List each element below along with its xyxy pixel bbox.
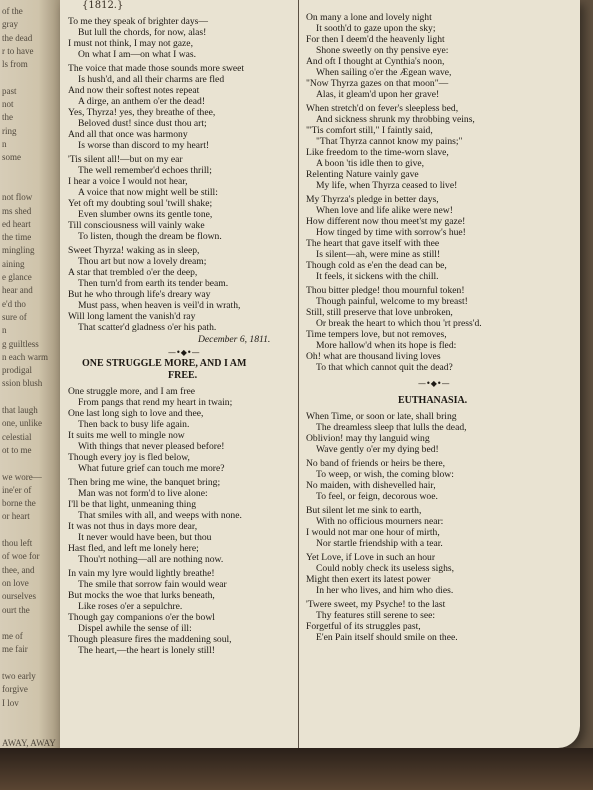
poem-line: One struggle more, and I am free — [68, 386, 196, 397]
facing-page-text: the dead — [2, 32, 33, 43]
poem-line: Then turn'd from earth its tender beam. — [78, 278, 229, 289]
facing-page-text: some — [2, 152, 21, 163]
poem-line: To listen, though the dream be flown. — [78, 231, 222, 242]
poem-line: Then back to busy life again. — [78, 419, 190, 430]
poem-line: The smile that sorrow fain would wear — [78, 579, 227, 590]
poem-line: When Time, or soon or late, shall bring — [306, 411, 457, 422]
poem-line: The dreamless sleep that lulls the dead, — [316, 422, 467, 433]
facing-page-text: borne the — [2, 498, 36, 509]
facing-page-text: ms shed — [2, 205, 32, 216]
poem-line: Then bring me wine, the banquet bring; — [68, 477, 221, 488]
book-page — [60, 0, 580, 748]
poem-date: December 6, 1811. — [198, 334, 271, 345]
facing-page-text: mingling — [2, 245, 35, 256]
facing-page-text: n — [2, 139, 7, 149]
facing-page-text: n — [2, 325, 7, 336]
poem-line: On many a lone and lovely night — [306, 12, 432, 23]
poem-line: Thou bitter pledge! thou mournful token! — [306, 285, 465, 296]
facing-page-text: me fair — [2, 644, 28, 655]
facing-page-text: of the — [2, 6, 23, 16]
poem-line: And all that once was harmony — [68, 129, 188, 140]
facing-page-text: forgive — [2, 684, 28, 695]
facing-page-text: past — [2, 85, 17, 96]
poem-line: Thy features still serene to see: — [316, 610, 436, 621]
poem-line: Though pleasure fires the maddening soul, — [68, 634, 232, 645]
facing-page-text: hear and — [2, 285, 33, 296]
poem-line: To that which cannot quit the dead? — [316, 362, 453, 373]
poem-line: Man was not form'd to live alone: — [78, 488, 208, 499]
poem-line: "Now Thyrza gazes on that moon"— — [306, 78, 449, 89]
facing-page-text: of woe for — [2, 551, 40, 562]
poem-line: No maiden, with dishevelled hair, — [306, 480, 436, 491]
poem-line: A boon 'tis idle then to give, — [316, 158, 425, 169]
poem-line: Oblivion! may thy languid wing — [306, 433, 430, 444]
poem-line: Like freedom to the time-worn slave, — [306, 147, 449, 158]
poem-line: A star that trembled o'er the deep, — [68, 267, 198, 278]
facing-page-text: n each warm — [2, 351, 48, 362]
poem-line: E'en Pain itself should smile on thee. — [316, 632, 458, 643]
facing-page-text: e'd tho — [2, 298, 26, 309]
facing-page-text: not flow — [2, 192, 33, 203]
facing-page-text: g guiltless — [2, 338, 39, 349]
facing-page-text: gray — [2, 19, 18, 30]
poem-line: Could nobly check its useless sighs, — [316, 563, 455, 574]
poem-line: One last long sigh to love and thee, — [68, 408, 204, 419]
poem-line: Though every joy is fled below, — [68, 452, 190, 463]
facing-page-text: r to have — [2, 45, 34, 56]
poem-line: "'Tis comfort still," I faintly said, — [306, 125, 433, 136]
poem-line: The heart that gave itself with thee — [306, 238, 440, 249]
poem-line: It never would have been, but thou — [78, 532, 212, 543]
poem-line: When love and life alike were new! — [316, 205, 453, 216]
poem-line: A dirge, an anthem o'er the dead! — [78, 96, 206, 107]
facing-page-text: me of — [2, 631, 23, 642]
poem-line: Must pass, when heaven is veil'd in wrath, — [78, 300, 241, 311]
facing-page-text: celestial — [2, 431, 32, 442]
poem-line: I hear a voice I would not hear, — [68, 176, 188, 187]
poem-line: In her who lives, and him who dies. — [316, 585, 454, 596]
poem-line: To weep, or wish, the coming blow: — [316, 469, 454, 480]
poem-line: Nor startle friendship with a tear. — [316, 538, 443, 549]
poem-line: For then I deem'd the heavenly light — [306, 34, 445, 45]
poem-line: In vain my lyre would lightly breathe! — [68, 568, 215, 579]
poem-line: Hast fled, and left me lonely here; — [68, 543, 199, 554]
poem-line: How tinged by time with sorrow's hue! — [316, 227, 466, 238]
poem-line: With things that never pleased before! — [78, 441, 225, 452]
facing-page-text: thou left — [2, 538, 33, 548]
poem-line: Is worse than discord to my heart! — [78, 140, 210, 151]
facing-page-text: ed heart — [2, 218, 31, 229]
poem-line: I'll be that light, unmeaning thing — [68, 499, 197, 510]
poem-title: FREE. — [168, 370, 198, 381]
poem-line: Though cold as e'en the dead can be, — [306, 260, 447, 271]
poem-line: Might then exert its latest power — [306, 574, 431, 585]
poem-line: Is hush'd, and all their charms are fled — [78, 74, 225, 85]
page-header: {1812.} — [82, 0, 124, 11]
facing-page-text: AWAY, AWAY — [2, 737, 56, 748]
poem-line: Relenting Nature vainly gave — [306, 169, 419, 180]
poem-line: Wave gently o'er my dying bed! — [316, 444, 439, 455]
poem-line: Till consciousness will vainly wake — [68, 220, 205, 231]
facing-page-text: ourt the — [2, 604, 30, 615]
poem-line: Yes, Thyrza! yes, they breathe of thee, — [68, 107, 216, 118]
poem-line: But lull the chords, for now, alas! — [78, 27, 207, 38]
poem-line: 'Tis silent all!—but on my ear — [68, 154, 183, 165]
poem-line: Beloved dust! since dust thou art; — [78, 118, 207, 129]
poem-line: "That Thyrza cannot know my pains;" — [316, 136, 463, 147]
poem-line: My life, when Thyrza ceased to live! — [316, 180, 458, 191]
facing-page-text: the — [2, 112, 13, 123]
poem-line: The heart,—the heart is lonely still! — [78, 645, 215, 656]
facing-page-text: we wore— — [2, 471, 42, 482]
poem-line: On what I am—on what I was. — [78, 49, 197, 60]
poem-line: Will long lament the vanish'd ray — [68, 311, 196, 322]
facing-page-text: I lov — [2, 697, 19, 708]
poem-line: To feel, or feign, decorous woe. — [316, 491, 438, 502]
facing-page-text: ssion blush — [2, 378, 43, 389]
poem-line: Shone sweetly on thy pensive eye: — [316, 45, 449, 56]
poem-line: Thou art but now a lovely dream; — [78, 256, 207, 267]
facing-page-text: prodigal — [2, 365, 32, 376]
facing-page-text: one, unlike — [2, 418, 42, 429]
poem-line: Forgetful of its struggles past, — [306, 621, 421, 632]
poem-line: Is silent—ah, were mine as still! — [316, 249, 441, 260]
facing-page-text: thee, and — [2, 564, 35, 575]
poem-line: With no officious mourners near: — [316, 516, 444, 527]
poem-line: It sooth'd to gaze upon the sky; — [316, 23, 436, 34]
poem-line: Like roses o'er a sepulchre. — [78, 601, 183, 612]
ornament: —•◆•— — [418, 379, 450, 388]
table-surface — [0, 748, 593, 790]
poem-line: And now their softest notes repeat — [68, 85, 200, 96]
poem-line: That smiles with all, and weeps with none. — [78, 510, 242, 521]
facing-page-text: not — [2, 99, 14, 110]
poem-line: Even slumber owns its gentle tone, — [78, 209, 213, 220]
facing-page-text: e glance — [2, 272, 32, 282]
poem-line: Alas, it gleam'd upon her grave! — [316, 89, 440, 100]
poem-line: I would not mar one hour of mirth, — [306, 527, 440, 538]
poem-line: What future grief can touch me more? — [78, 463, 225, 474]
ornament: —•◆•— — [168, 348, 200, 357]
facing-page-text: or heart — [2, 511, 30, 522]
facing-page-text: ring — [2, 125, 17, 136]
poem-line: Sweet Thyrza! waking as in sleep, — [68, 245, 200, 256]
poem-line: When sailing o'er the Ægean wave, — [316, 67, 452, 78]
poem-title: EUTHANASIA. — [398, 395, 468, 406]
facing-page-text: two early — [2, 671, 36, 681]
poem-line: Yet oft my doubting soul 'twill shake; — [68, 198, 213, 209]
poem-line: It suits me well to mingle now — [68, 430, 185, 441]
poem-line: The voice that made those sounds more sweet — [68, 63, 245, 74]
poem-line: The well remember'd echoes thrill; — [78, 165, 212, 176]
column-divider — [298, 0, 299, 748]
poem-line: Though gay companions o'er the bowl — [68, 612, 215, 623]
facing-page-text: on love — [2, 577, 29, 588]
poem-line: Thou'rt nothing—all are nothing now. — [78, 554, 224, 565]
poem-line: No band of friends or heirs be there, — [306, 458, 446, 469]
poem-line: 'Twere sweet, my Psyche! to the last — [306, 599, 446, 610]
poem-line: Though painful, welcome to my breast! — [316, 296, 468, 307]
poem-line: My Thyrza's pledge in better days, — [306, 194, 439, 205]
poem-line: When stretch'd on fever's sleepless bed, — [306, 103, 459, 114]
poem-line: Time tempers love, but not removes, — [306, 329, 447, 340]
poem-line: It feels, it sickens with the chill. — [316, 271, 439, 282]
facing-page-text: the time — [2, 232, 32, 243]
poem-line: It was not thus in days more dear, — [68, 521, 198, 532]
poem-line: More hallow'd when its hope is fled: — [316, 340, 457, 351]
poem-title: ONE STRUGGLE MORE, AND I AM — [82, 358, 247, 369]
poem-line: But he who through life's dreary way — [68, 289, 211, 300]
poem-line: I must not think, I may not gaze, — [68, 38, 193, 49]
facing-page-text: that laugh — [2, 405, 38, 415]
poem-line: That scatter'd gladness o'er his path. — [78, 322, 217, 333]
poem-line: And oft I thought at Cynthia's noon, — [306, 56, 445, 67]
facing-page-text: ine'er of — [2, 484, 32, 495]
poem-line: To me they speak of brighter days— — [68, 16, 208, 27]
poem-line: But mocks the woe that lurks beneath, — [68, 590, 215, 601]
facing-page-text: aining — [2, 258, 25, 269]
poem-line: But silent let me sink to earth, — [306, 505, 422, 516]
facing-page-text: ourselves — [2, 591, 36, 602]
poem-line: Yet Love, if Love in such an hour — [306, 552, 436, 563]
poem-line: Or break the heart to which thou 'rt press'd. — [316, 318, 482, 329]
poem-line: Dispel awhile the sense of ill: — [78, 623, 192, 634]
poem-line: Oh! what are thousand living loves — [306, 351, 441, 362]
facing-page-text: ls from — [2, 59, 28, 70]
poem-line: A voice that now might well be still: — [78, 187, 218, 198]
poem-line: From pangs that rend my heart in twain; — [78, 397, 233, 408]
poem-line: And sickness shrunk my throbbing veins, — [316, 114, 475, 125]
facing-page-text: ot to me — [2, 444, 32, 455]
facing-page-text: sure of — [2, 311, 27, 322]
poem-line: Still, still preserve that love unbroken, — [306, 307, 453, 318]
poem-line: How different now thou meet'st my gaze! — [306, 216, 466, 227]
